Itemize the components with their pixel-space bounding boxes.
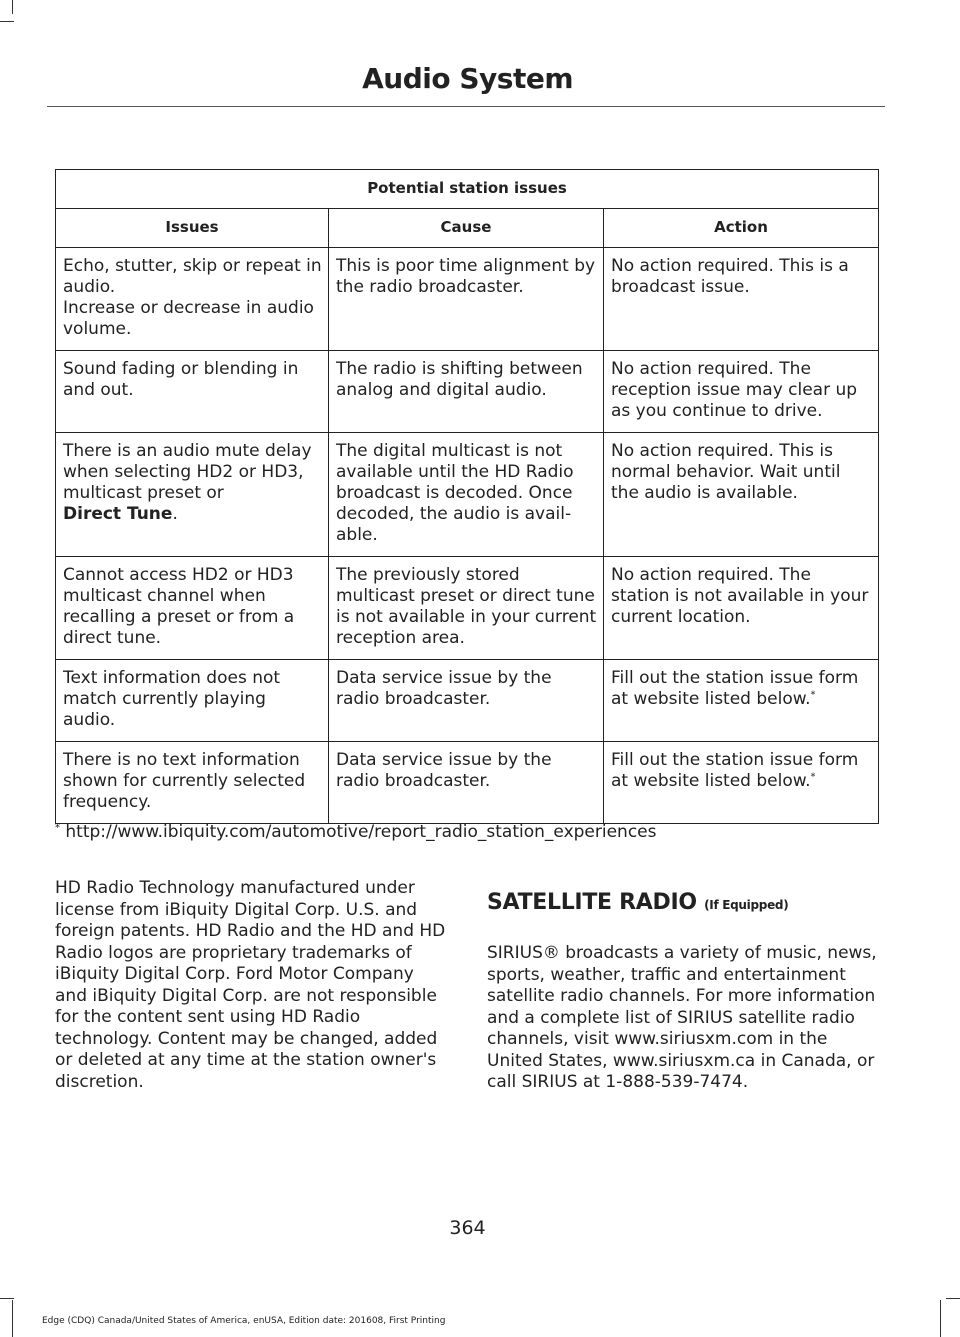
issue-text: Increase or decrease in audio volume. [63,298,314,339]
footnote-reference: * [810,771,816,783]
issue-text-suffix: . [172,504,178,524]
crop-mark-bottom-right-h [946,1298,960,1299]
action-cell: No action required. This is normal behavior. Wait until the audio is available. [604,433,879,557]
table-header-row [56,209,879,248]
cause-cell: The digital multicast is not available until the HD Radio broadcast is decoded. Once decoded, the audio is avail-able. [329,433,604,557]
issue-cell: Text information does not match currently playing audio. [56,660,329,742]
table-caption: Potential station issues [56,170,879,209]
column-header-action: Action [604,209,879,248]
action-cell: No action required. This is a broadcast issue. [604,248,879,351]
table-row [56,660,879,742]
edition-footer: Edge (CDQ) Canada/United States of America, enUSA, Edition date: 201608, First Printing [42,1316,446,1326]
issue-text: There is an audio mute delay when selecting HD2 or HD3, multicast preset or [63,441,312,503]
table-row [56,248,879,351]
hd-radio-license-paragraph: HD Radio Technology manufactured under license from iBiquity Digital Corp. U.S. and foreign patents. HD Radio and the HD and HD Radio logos are proprietary trademarks of iBiquity Digital Corp. Ford Motor Company and iBiquity Digital Corp. are not responsible for the content sent using HD Radio technology. Content may be changed, added or deleted at any time at the station owner's discretion. [55,878,446,1092]
action-text: Fill out the station issue form at website listed below. [611,750,859,791]
issue-cell: Cannot access HD2 or HD3 multicast channel when recalling a preset or from a direct tune. [56,557,329,660]
table-caption-row [56,170,879,209]
crop-mark-top-left-h [0,21,14,22]
column-header-cause: Cause [329,209,604,248]
action-text: Fill out the station issue form at website listed below. [611,668,859,709]
action-cell [604,660,879,742]
satellite-radio-section [487,890,880,1094]
section-heading-text: SATELLITE RADIO [487,890,697,915]
cause-cell: This is poor time alignment by the radio broadcaster. [329,248,604,351]
satellite-radio-paragraph: SIRIUS® broadcasts a variety of music, news, sports, weather, traffic and entertainment satellite radio channels. For more information and a complete list of SIRIUS satellite radio channels, visit www.siriusxm.com in the United States, www.siriusxm.ca in Canada, or call SIRIUS at 1-888-539-7474. [487,943,877,1092]
page-number: 364 [449,1217,486,1239]
footnote-reference: * [810,689,816,701]
issue-cell [56,433,329,557]
table-row [56,351,879,433]
page-title: Audio System [362,62,573,95]
crop-mark-bottom-left-h [0,1298,14,1299]
issue-cell: Sound fading or blending in and out. [56,351,329,433]
action-cell: No action required. The station is not available in your current location. [604,557,879,660]
action-cell: No action required. The reception issue may clear up as you continue to drive. [604,351,879,433]
section-heading-qualifier: (If Equipped) [704,898,789,912]
issue-text: Echo, stutter, skip or repeat in audio. [63,256,322,297]
action-cell [604,742,879,824]
cause-cell: The previously stored multicast preset or direct tune is not available in your current reception area. [329,557,604,660]
cause-cell: Data service issue by the radio broadcaster. [329,742,604,824]
table-footnote [55,822,885,842]
footnote-url: http://www.ibiquity.com/automotive/report_radio_station_experiences [65,822,657,842]
crop-mark-bottom-right [940,1300,941,1337]
issue-cell: There is no text information shown for currently selected frequency. [56,742,329,824]
issue-cell [56,248,329,351]
crop-mark-bottom-left [12,1300,13,1337]
column-header-issues: Issues [56,209,329,248]
crop-mark-top-left [12,0,13,14]
direct-tune-term: Direct Tune [63,504,173,524]
footnote-mark: * [55,822,60,834]
section-heading [487,890,880,915]
station-issues-table [55,169,879,824]
cause-cell: The radio is shifting between analog and digital audio. [329,351,604,433]
header-divider [47,106,885,107]
cause-cell: Data service issue by the radio broadcaster. [329,660,604,742]
table-row [56,557,879,660]
table-row [56,433,879,557]
table-row [56,742,879,824]
